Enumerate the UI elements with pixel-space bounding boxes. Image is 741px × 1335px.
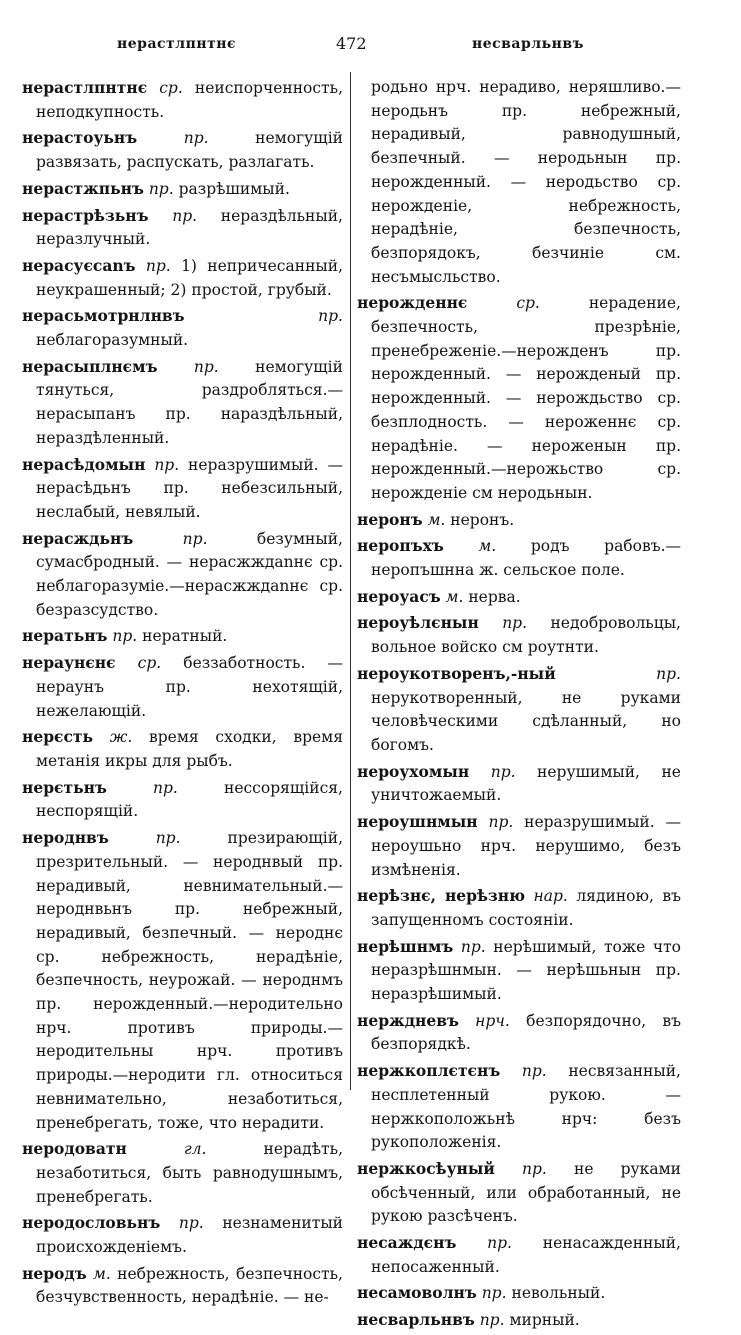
entry-definition: ненасажденный, непосаженный. — [371, 1234, 681, 1276]
page-number: 472 — [336, 34, 367, 53]
dictionary-entry — [357, 760, 681, 808]
entry-definition: нерушимый, не уничтожаемый. — [371, 762, 681, 805]
entry-definition: несвязанный, несплетенный рукою. — нержкоположьнѣ нрч: безъ рукоположенія. — [371, 1062, 681, 1152]
entry-headword: нерастоуьнъ — [22, 128, 138, 148]
entry-headword: нержкоплєтєнъ — [357, 1061, 501, 1081]
entry-headword: неродъ — [22, 1263, 87, 1283]
dictionary-entry — [22, 1211, 343, 1259]
dictionary-entry — [357, 1009, 681, 1057]
entry-part-of-speech: пр. — [479, 1311, 505, 1330]
entry-definition: мирный. — [509, 1311, 580, 1330]
dictionary-entry — [357, 291, 681, 505]
dictionary-entry — [357, 534, 681, 582]
dictionary-entry — [22, 204, 343, 252]
dictionary-entry — [357, 935, 681, 1007]
running-head-right: несварльнвъ — [472, 36, 584, 52]
dictionary-entry — [357, 1308, 681, 1333]
entry-part-of-speech: пр. — [112, 627, 138, 646]
entry-definition: незнаменитый происхожденіемъ. — [36, 1214, 343, 1257]
dictionary-entry — [357, 611, 681, 659]
entry-definition: неиспорченность, неподкупность. — [36, 79, 343, 121]
dictionary-entry — [22, 76, 343, 124]
entry-headword: нерасждьнъ — [22, 528, 134, 548]
entry-definition: нераздѣльный, неразлучный. — [36, 206, 343, 249]
dictionary-entry — [22, 254, 343, 302]
dictionary-entry — [357, 884, 681, 932]
dictionary-entry — [357, 1059, 681, 1155]
entry-part-of-speech: ср. — [159, 79, 183, 97]
entry-part-of-speech: пр. — [155, 829, 181, 848]
column-divider — [350, 72, 351, 1090]
dictionary-entry — [22, 1137, 343, 1209]
entry-headword: нерѣшнмъ — [357, 936, 454, 956]
entry-definition: неразрушимый. — нероушьно нрч. нерушимо, безъ измѣненія. — [371, 813, 681, 879]
entry-headword: нерожденнє — [357, 293, 468, 313]
entry-headword: нероукотворенъ,-ный — [357, 663, 556, 683]
entry-definition: нерукотворенный, не руками человѣческими сдѣланный, но богомъ. — [371, 688, 681, 754]
entry-definition: немогущій тянуться, раздробляться.—нерасыпанъ пр. нараздѣльный, нераздѣленный. — [36, 357, 343, 447]
entry-headword: несварльнвъ — [357, 1310, 475, 1330]
entry-definition: небрежность, безпечность, безчувственность, нерадѣніе. — не- — [36, 1264, 343, 1307]
dictionary-entry — [22, 355, 343, 451]
right-column — [357, 76, 681, 1335]
entry-definition: неблагоразумный. — [36, 331, 189, 350]
entry-part-of-speech: ср. — [516, 294, 540, 313]
entry-part-of-speech: пр. — [488, 813, 514, 832]
entry-part-of-speech: пр. — [193, 357, 219, 376]
dictionary-entry — [22, 776, 343, 824]
entry-headword: нерждневъ — [357, 1010, 459, 1030]
entry-headword: нерастрѣзьнъ — [22, 205, 149, 225]
entry-headword: нерасыплнємъ — [22, 356, 158, 376]
entry-definition: безумный, сумасбродный. — нерасжждаnнє ср. неблагоразуміе.—нерасжждаnнє ср. безразсудство. — [36, 529, 343, 619]
entry-part-of-speech: пр. — [318, 307, 343, 326]
dictionary-entry — [22, 453, 343, 525]
dictionary-entry — [22, 177, 343, 202]
entry-headword: нерастлпнтнє — [22, 78, 148, 97]
dictionary-entry — [357, 1281, 681, 1306]
dictionary-entry — [22, 1262, 343, 1310]
dictionary-entry — [22, 725, 343, 773]
entry-definition: родъ рабовъ.—неропъшннa ж. сельское поле. — [371, 537, 681, 580]
entry-part-of-speech: ж. — [109, 728, 133, 747]
entry-headword: нератьнъ — [22, 626, 108, 646]
entry-part-of-speech: пр. — [487, 1234, 512, 1253]
entry-part-of-speech: пр. — [172, 206, 198, 225]
dictionary-entry — [22, 126, 343, 174]
entry-part-of-speech: пр. — [153, 778, 178, 797]
entry-definition: неронъ. — [450, 510, 515, 529]
entry-definition: презирающій, презрительный. — нероднвый пр. нерадивый, невнимательный.—нероднвьнъ пр. небрежный, нерадивый, безпечный. — нероднє ср. небрежность, нерадѣніе, безпечность, неурожай. — нероднмъ пр. нерожденный.—неродительно нрч. противъ природы.—неродительны нрч. противъ природы.—неродити гл. относиться невнимательно, незаботиться, пренебрегать, тоже, что нерадити. — [36, 829, 343, 1132]
entry-part-of-speech: ср. — [137, 654, 162, 673]
entry-headword: нерєтьнъ — [22, 777, 107, 797]
entry-part-of-speech: м. — [92, 1264, 111, 1283]
entry-definition: беззаботность. — нераунъ пр. нехотящій, нежелающій. — [36, 654, 343, 720]
entry-headword: нерасуєсаnъ — [22, 255, 136, 275]
entry-definition: не руками обсѣченный, или обработанный, не рукою разсѣченъ. — [371, 1159, 681, 1226]
dictionary-entry — [357, 1231, 681, 1279]
entry-part-of-speech: м. — [478, 537, 497, 556]
entry-part-of-speech: пр. — [182, 529, 208, 548]
dictionary-entry — [357, 810, 681, 882]
entry-definition: невольный. — [511, 1284, 606, 1303]
dictionary-entry — [22, 624, 343, 649]
dictionary-entry — [357, 662, 681, 758]
entry-headword: нерєсть — [22, 727, 94, 747]
entry-definition: недобровольцы, вольное войско см роутнти. — [371, 614, 681, 657]
left-column — [22, 76, 343, 1312]
dictionary-entry — [22, 651, 343, 723]
dictionary-entry — [22, 826, 343, 1135]
entry-headword: нерѣзнє, нерѣзню — [357, 886, 526, 906]
entry-part-of-speech: пр. — [522, 1159, 547, 1178]
running-head-left: нерастлпнтнє — [117, 36, 237, 52]
entry-headword: нероуѣлєнын — [357, 613, 479, 633]
entry-headword: нерасьмотрнлнвъ — [22, 306, 185, 326]
entry-headword: нераунєнє — [22, 653, 116, 673]
entry-definition: нерва. — [468, 587, 521, 606]
entry-headword: несаждєнъ — [357, 1233, 457, 1253]
entry-headword: несамоволнъ — [357, 1283, 477, 1303]
entry-part-of-speech: пр. — [490, 762, 516, 781]
entry-part-of-speech: пр. — [481, 1284, 507, 1303]
entry-part-of-speech: м. — [427, 510, 446, 529]
entry-headword: неронъ — [357, 509, 423, 529]
entry-part-of-speech: м. — [445, 587, 464, 606]
entry-definition: лядиною, въ запущенномъ состояніи. — [371, 887, 681, 929]
entry-part-of-speech: пр. — [154, 455, 180, 474]
entry-headword: нероухомын — [357, 761, 470, 781]
entry-definition: безпорядочно, въ безпорядкѣ. — [371, 1011, 681, 1054]
entry-part-of-speech: нар. — [533, 887, 568, 906]
dictionary-entry — [357, 508, 681, 533]
dictionary-entry — [22, 527, 343, 623]
entry-headword: неропъхъ — [357, 536, 444, 556]
entry-headword: нероднвъ — [22, 828, 109, 848]
entry-definition: нессорящійся, неспорящій. — [36, 778, 343, 821]
dictionary-entry — [357, 585, 681, 610]
entry-part-of-speech: пр. — [178, 1214, 204, 1233]
entry-headword: нерасѣдомын — [22, 454, 146, 474]
entry-headword: нерастжпьнъ — [22, 178, 144, 198]
entry-headword: неродоватн — [22, 1139, 127, 1159]
entry-part-of-speech: пр. — [145, 256, 171, 275]
entry-headword: неродословьнъ — [22, 1213, 161, 1233]
entry-headword: нержкосѣуный — [357, 1158, 495, 1178]
entry-part-of-speech: пр. — [460, 937, 486, 956]
entry-headword: нероушнмын — [357, 812, 478, 832]
entry-part-of-speech: нрч. — [475, 1011, 510, 1030]
entry-definition: немогущій развязать, распускать, разлагать. — [36, 129, 343, 172]
entry-definition: неразрушимый. — нерасѣдьнъ пр. небезсильный, неслабый, невялый. — [36, 455, 343, 521]
entry-definition: родьно нрч. нерадиво, неряшливо.—неродьнъ пр. небрежный, нерадивый, равнодушный, безпечный. — неродьнын пр. нерожденный. — неродьство ср. нерожденіе, небрежность, нерадѣніе, безпечность, безпорядокъ, безчиніе см. несъмысльство. — [371, 78, 681, 286]
entry-part-of-speech: пр. — [521, 1062, 547, 1081]
entry-part-of-speech: пр. — [148, 179, 174, 198]
entry-definition: 1) непричесанный, неукрашенный; 2) простой, грубый. — [36, 256, 343, 299]
entry-definition: разрѣшимый. — [178, 179, 290, 198]
entry-definition: нерадение, безпечность, презрѣніе, пренебреженіе.—нерожденъ пр. нерожденный. — нерожденый пр. нерожденный. — нерождьство ср. безплодность. — нероженнє ср. нерадѣніе. — нероженын пр. нерожденный.—нерожьство ср. нерожденіе см неродьнын. — [371, 294, 681, 502]
entry-part-of-speech: пр. — [656, 664, 681, 683]
dictionary-entry — [22, 304, 343, 352]
entry-part-of-speech: пр. — [502, 614, 528, 633]
entry-definition: нерѣшимый, тоже что неразрѣшнмын. — нерѣшьнын пр. неразрѣшимый. — [371, 937, 681, 1004]
entry-definition: нерадѣть, незаботиться, быть равнодушнымъ, пренебрегать. — [36, 1140, 343, 1206]
entry-part-of-speech: пр. — [183, 129, 209, 148]
dictionary-entry — [357, 1157, 681, 1229]
entry-definition: время сходки, время метанія икры для рыбъ. — [36, 728, 343, 770]
entry-headword: нероуасъ — [357, 586, 441, 606]
dictionary-entry — [357, 76, 681, 289]
entry-part-of-speech: гл. — [183, 1140, 207, 1159]
entry-definition: нератный. — [142, 627, 228, 646]
